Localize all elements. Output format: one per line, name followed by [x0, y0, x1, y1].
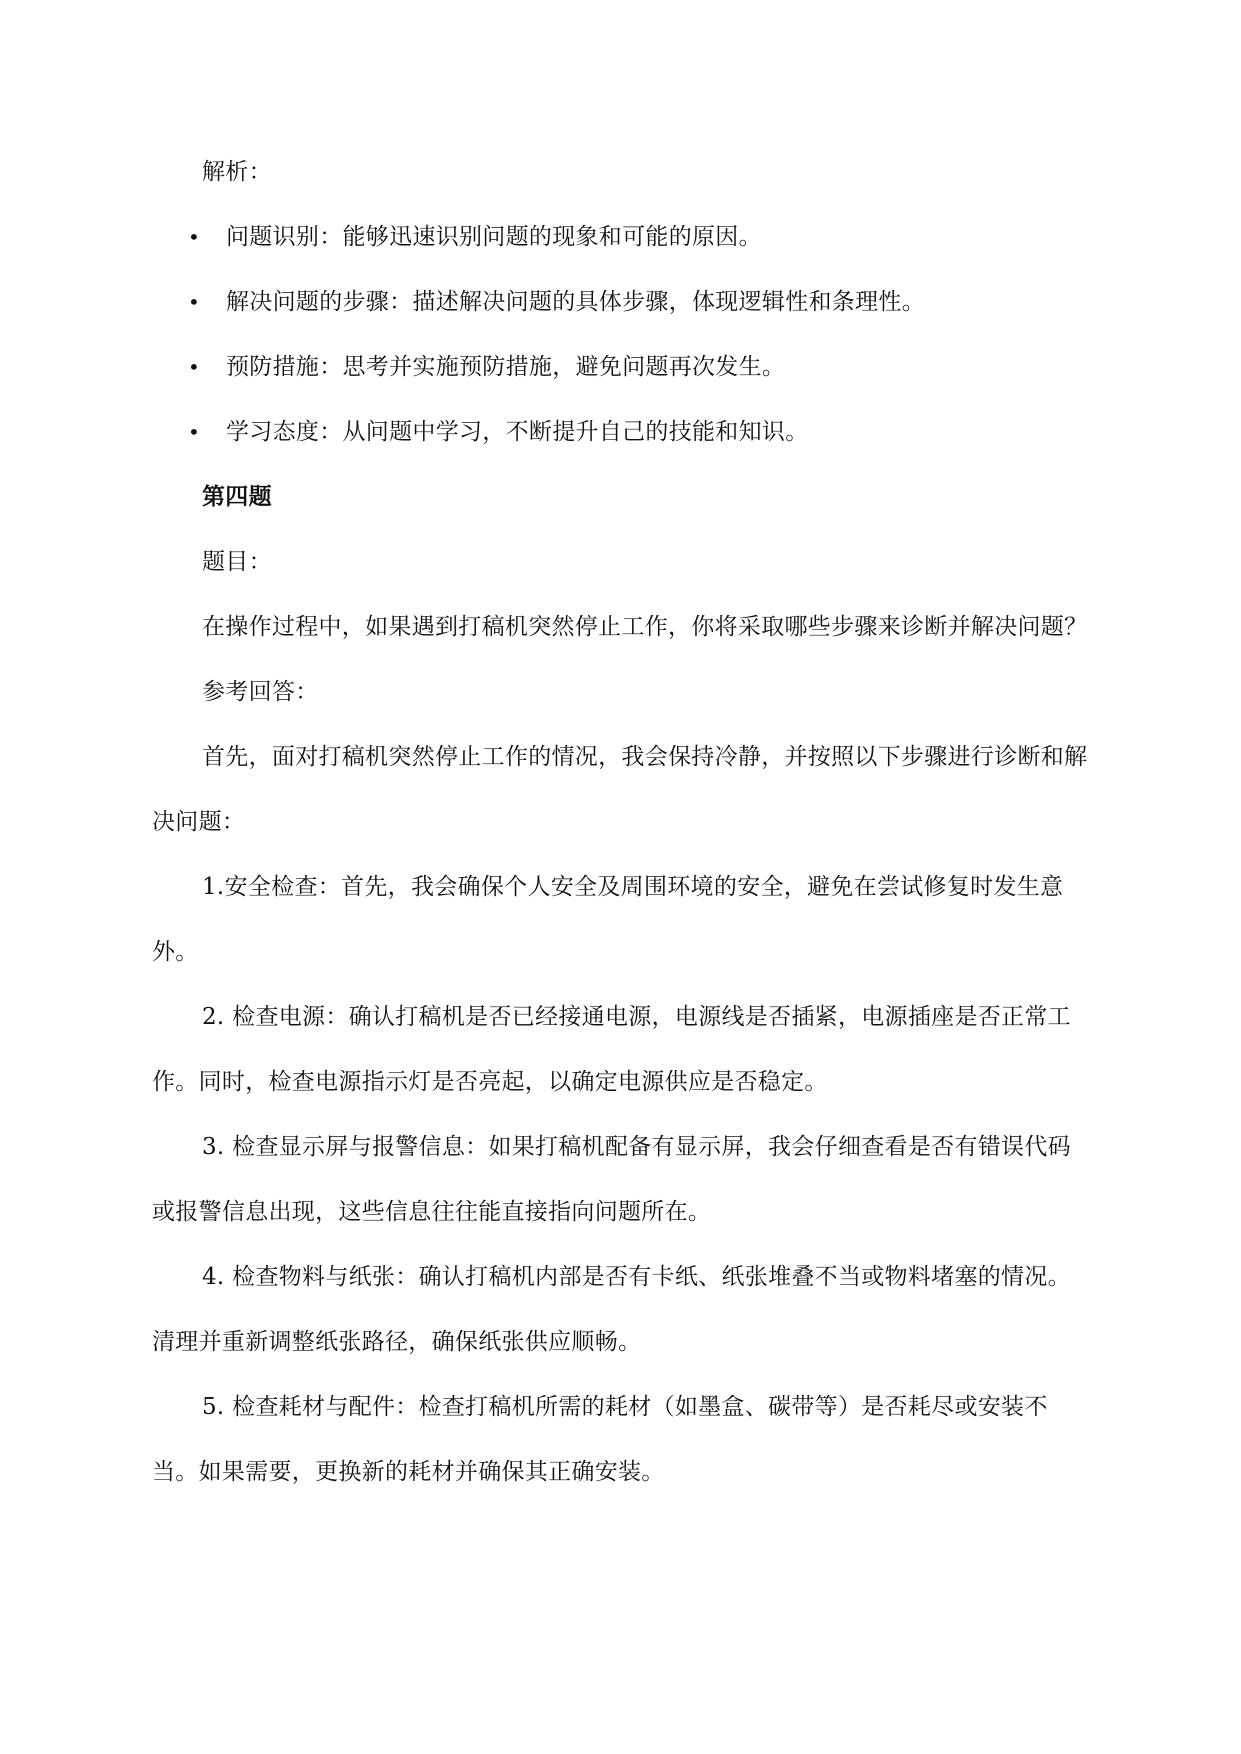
bullet-text: 解决问题的步骤：描述解决问题的具体步骤，体现逻辑性和条理性。 [226, 289, 925, 315]
answer-label: 参考回答： [202, 679, 319, 705]
bullet-text: 预防措施：思考并实施预防措施，避免问题再次发生。 [226, 354, 786, 380]
bullet-text: 学习态度：从问题中学习，不断提升自己的技能和知识。 [226, 419, 809, 445]
bullet-icon: • [188, 225, 201, 249]
analysis-bullet-list [152, 205, 1090, 465]
bullet-item [152, 205, 1090, 270]
bullet-icon: • [188, 420, 201, 444]
bullet-item [152, 400, 1090, 465]
answer-step-4: 4. 检查物料与纸张：确认打稿机内部是否有卡纸、纸张堆叠不当或物料堵塞的情况。清理并重新调整纸张路径，确保纸张供应顺畅。 [152, 1264, 1071, 1355]
bullet-icon: • [188, 290, 201, 314]
answer-step-1: 1.安全检查：首先，我会确保个人安全及周围环境的安全，避免在尝试修复时发生意外。 [152, 874, 1064, 965]
answer-step-5: 5. 检查耗材与配件：检查打稿机所需的耗材（如墨盒、碳带等）是否耗尽或安装不当。如果需要，更换新的耗材并确保其正确安装。 [152, 1394, 1048, 1485]
prompt-label: 题目： [202, 549, 272, 575]
answer-step-3: 3. 检查显示屏与报警信息：如果打稿机配备有显示屏，我会仔细查看是否有错误代码或报警信息出现，这些信息往往能直接指向问题所在。 [152, 1134, 1071, 1225]
question-prompt: 在操作过程中，如果遇到打稿机突然停止工作，你将采取哪些步骤来诊断并解决问题？ [202, 614, 1088, 640]
answer-step-2: 2. 检查电源：确认打稿机是否已经接通电源，电源线是否插紧，电源插座是否正常工作。同时，检查电源指示灯是否亮起，以确定电源供应是否稳定。 [152, 1004, 1071, 1095]
bullet-icon: • [188, 355, 201, 379]
bullet-item [152, 335, 1090, 400]
page-content [152, 140, 1090, 1505]
bullet-text: 问题识别：能够迅速识别问题的现象和可能的原因。 [226, 224, 762, 250]
question-heading: 第四题 [202, 484, 272, 510]
answer-intro: 首先，面对打稿机突然停止工作的情况，我会保持冷静，并按照以下步骤进行诊断和解决问题： [152, 744, 1088, 835]
analysis-label: 解析： [202, 159, 272, 185]
bullet-item [152, 270, 1090, 335]
